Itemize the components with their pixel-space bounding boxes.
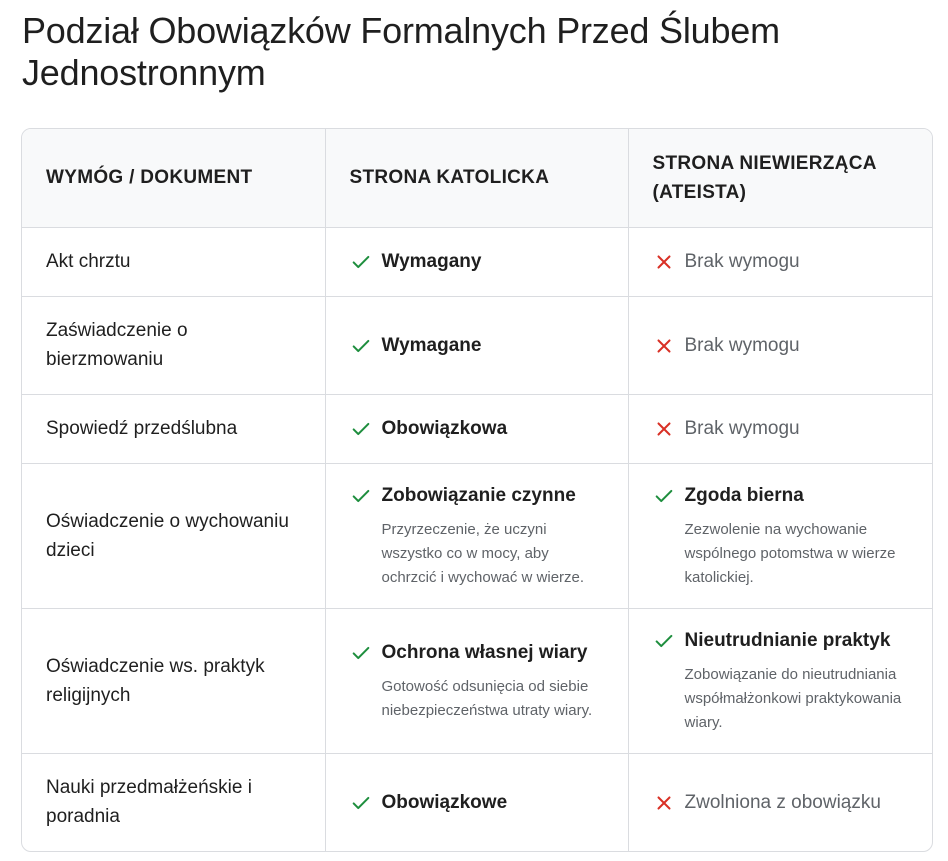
catholic-status-label: Obowiązkowa: [381, 418, 508, 439]
atheist-cell: [628, 296, 932, 394]
atheist-cell: [628, 463, 932, 608]
cross-icon: [653, 792, 675, 814]
atheist-status-description: Zobowiązanie do nieutrudniania współmałżonkowi praktykowania wiary.: [684, 666, 902, 731]
atheist-cell: [628, 753, 932, 851]
catholic-status: [350, 481, 604, 590]
atheist-status: [653, 788, 909, 817]
atheist-text: [685, 331, 800, 360]
check-icon: [350, 251, 372, 273]
table-row: [22, 753, 932, 851]
page-title: Podział Obowiązków Formalnych Przed Ślubem Jednostronnym: [22, 10, 780, 93]
atheist-cell: [628, 394, 932, 463]
table-row: [22, 227, 932, 296]
catholic-text: [382, 247, 482, 276]
requirements-table: [21, 128, 933, 852]
table-row: [22, 608, 932, 753]
atheist-status: [653, 331, 909, 360]
catholic-status-description: Przyrzeczenie, że uczyni wszystko co w mocy, aby ochrzcić i wychować w wierze.: [381, 521, 585, 586]
catholic-cell: [325, 463, 628, 608]
catholic-status-label: Ochrona własnej wiary: [381, 642, 588, 663]
catholic-status-description: Gotowość odsunięcia od siebie niebezpieczeństwa utraty wiary.: [381, 678, 593, 719]
catholic-status-label: Zobowiązanie czynne: [381, 485, 576, 506]
catholic-text: [382, 638, 604, 723]
atheist-status-label: Brak wymogu: [684, 251, 800, 272]
atheist-status-description: Zezwolenie na wychowanie wspólnego potomstwa w wierze katolickiej.: [684, 521, 896, 586]
column-header-catholic: STRONA KATOLICKA: [325, 129, 628, 227]
atheist-status: [653, 481, 909, 590]
check-icon: [350, 418, 372, 440]
atheist-status: [653, 626, 909, 735]
cross-icon: [653, 418, 675, 440]
column-header-requirement: WYMÓG / DOKUMENT: [22, 129, 325, 227]
atheist-status-label: Zwolniona z obowiązku: [684, 791, 881, 813]
table-row: [22, 463, 932, 608]
requirement-cell: Oświadczenie ws. praktyk religijnych: [22, 608, 325, 753]
check-icon: [350, 485, 372, 507]
atheist-cell: [628, 608, 932, 753]
table-row: [22, 394, 932, 463]
check-icon: [350, 792, 372, 814]
catholic-text: [382, 414, 508, 443]
catholic-cell: [325, 227, 628, 296]
atheist-text: [685, 414, 800, 443]
catholic-status: [350, 414, 604, 443]
catholic-status-label: Wymagany: [381, 251, 482, 272]
requirement-cell: Zaświadczenie o bierzmowaniu: [22, 296, 325, 394]
table-header-row: [22, 129, 932, 227]
atheist-status-label: Nieutrudnianie praktyk: [684, 630, 891, 651]
atheist-text: [685, 788, 881, 817]
atheist-text: [685, 626, 909, 735]
check-icon: [653, 485, 675, 507]
atheist-text: [685, 247, 800, 276]
catholic-status: [350, 247, 604, 276]
requirement-cell: Akt chrztu: [22, 227, 325, 296]
check-icon: [653, 630, 675, 652]
cross-icon: [653, 335, 675, 357]
catholic-status: [350, 788, 604, 817]
column-header-atheist: STRONA NIEWIERZĄCA (ATEISTA): [628, 129, 932, 227]
atheist-status-label: Zgoda bierna: [684, 485, 804, 506]
catholic-text: [382, 481, 604, 590]
atheist-status: [653, 247, 909, 276]
catholic-status-label: Obowiązkowe: [381, 791, 508, 813]
catholic-status: [350, 331, 604, 360]
atheist-cell: [628, 227, 932, 296]
atheist-status: [653, 414, 909, 443]
catholic-cell: [325, 608, 628, 753]
atheist-text: [685, 481, 909, 590]
catholic-cell: [325, 753, 628, 851]
catholic-status-label: Wymagane: [381, 334, 482, 356]
cross-icon: [653, 251, 675, 273]
table-row: [22, 296, 932, 394]
requirement-cell: Nauki przedmałżeńskie i poradnia: [22, 753, 325, 851]
check-icon: [350, 335, 372, 357]
catholic-cell: [325, 394, 628, 463]
atheist-status-label: Brak wymogu: [684, 418, 800, 439]
requirement-cell: Spowiedź przedślubna: [22, 394, 325, 463]
atheist-status-label: Brak wymogu: [684, 334, 800, 356]
catholic-text: [382, 331, 482, 360]
requirement-cell: Oświadczenie o wychowaniu dzieci: [22, 463, 325, 608]
catholic-cell: [325, 296, 628, 394]
catholic-text: [382, 788, 508, 817]
check-icon: [350, 642, 372, 664]
catholic-status: [350, 638, 604, 723]
